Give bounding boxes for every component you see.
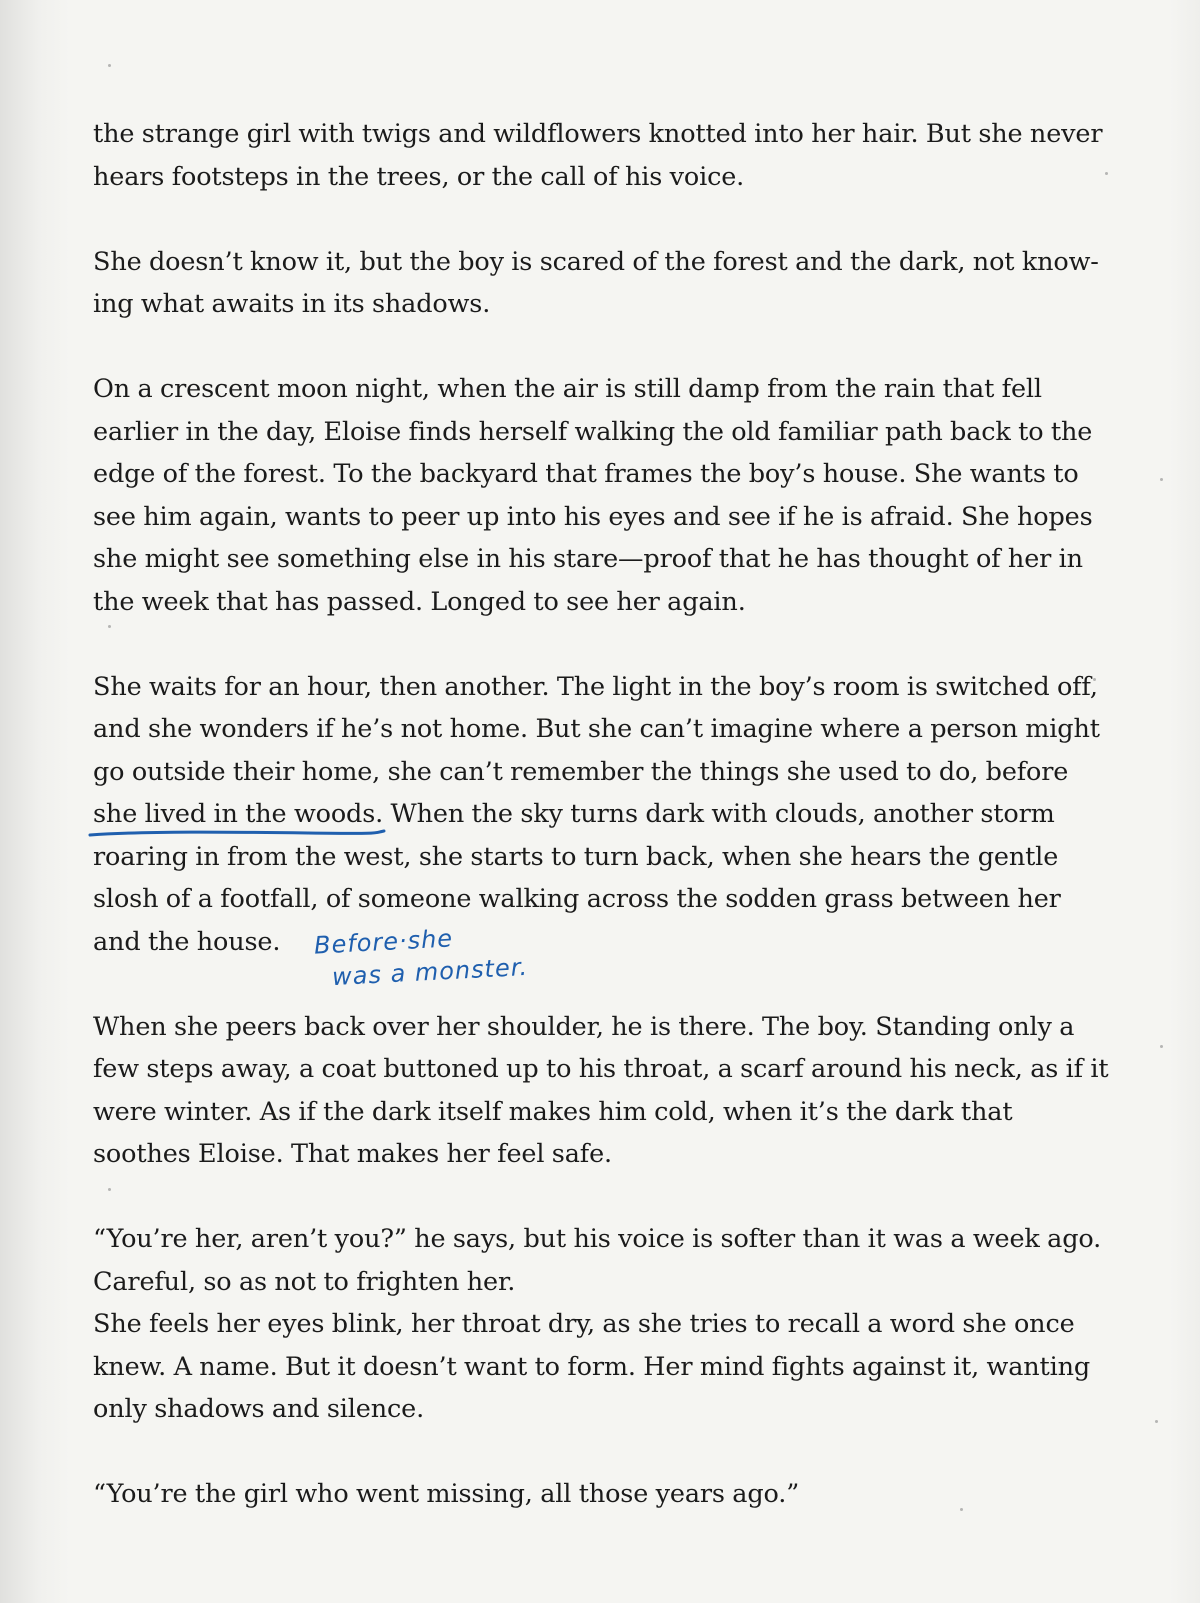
text-line: see him again, wants to peer up into his eyes and see if he is afraid. She hopes (93, 501, 1093, 532)
paragraph (93, 1218, 1103, 1303)
margin-note-line-2: was a monster. (331, 952, 529, 992)
paper-speck (1105, 172, 1108, 175)
text-line: hears footsteps in the trees, or the call of his voice. (93, 161, 745, 192)
text-line: edge of the forest. To the backyard that frames the boy’s house. She wants to (93, 459, 1079, 489)
text-line: slosh of a footfall, of someone walking across the sodden grass between her (93, 884, 1061, 914)
text-line: Careful, so as not to frighten her. (93, 1266, 516, 1297)
paragraph (93, 1303, 1103, 1431)
paragraph (93, 1006, 1109, 1176)
text-line: earlier in the day, Eloise finds herself walking the old familiar path back to the (93, 416, 1093, 447)
text-line: were winter. As if the dark itself makes him cold, when it’s the dark that (93, 1096, 1013, 1127)
text-line: She doesn’t know it, but the boy is scared of the forest and the dark, not know- (93, 246, 1099, 277)
paragraph (93, 113, 1103, 198)
paper-speck (1160, 1045, 1163, 1048)
text-line: soothes Eloise. That makes her feel safe. (93, 1139, 612, 1169)
text-line: She waits for an hour, then another. The light in the boy’s room is switched off, (93, 671, 1098, 702)
paragraph (93, 368, 1103, 623)
text-line: “You’re the girl who went missing, all those years ago.” (93, 1479, 800, 1509)
text-line: the strange girl with twigs and wildflowers knotted into her hair. But she never (93, 119, 1103, 149)
text-line: few steps away, a coat buttoned up to his throat, a scarf around his neck, as if it (93, 1054, 1109, 1084)
paper-speck (108, 64, 111, 67)
paragraph (93, 241, 1103, 326)
text-line: knew. A name. But it doesn’t want to form. Her mind fights against it, wanting (93, 1351, 1091, 1382)
text-line: roaring in from the west, she starts to turn back, when she hears the gentle (93, 841, 1059, 872)
paper-speck (1160, 478, 1163, 481)
text-line: and she wonders if he’s not home. But she can’t imagine where a person might (93, 714, 1100, 744)
text-line: She feels her eyes blink, her throat dry, as she tries to recall a word she once (93, 1309, 1075, 1339)
paragraph (93, 666, 1103, 964)
paragraph (93, 1473, 1103, 1516)
text-line: “You’re her, aren’t you?” he says, but his voice is softer than it was a week ago. (93, 1224, 1102, 1254)
text-line: the week that has passed. Longed to see her again. (93, 586, 746, 617)
handwritten-underline (88, 826, 388, 842)
text-line: she might see something else in his stare—proof that he has thought of her in (93, 544, 1083, 574)
text-line: On a crescent moon night, when the air is still damp from the rain that fell (93, 374, 1042, 404)
text-line: go outside their home, she can’t remember the things she used to do, before (93, 756, 1069, 787)
text-line: and the house. (93, 926, 281, 957)
text-line: ing what awaits in its shadows. (93, 289, 491, 319)
text-line: only shadows and silence. (93, 1394, 425, 1424)
margin-note-line-1: Before·she (313, 924, 454, 960)
paper-speck (1155, 1420, 1158, 1423)
text-line: she lived in the woods. When the sky turns dark with clouds, another storm (93, 799, 1055, 829)
text-line: When she peers back over her shoulder, he is there. The boy. Standing only a (93, 1011, 1075, 1042)
